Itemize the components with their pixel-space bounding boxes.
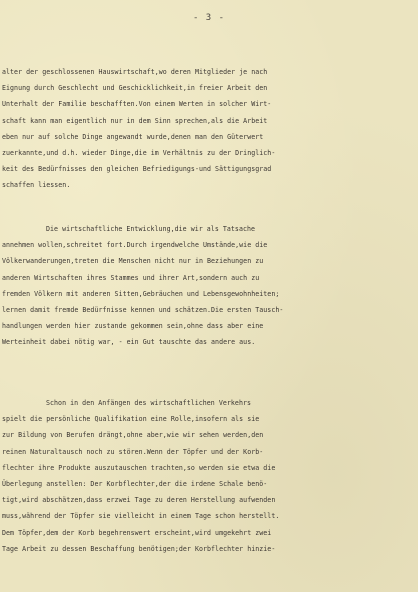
text-line: Die wirtschaftliche Entwicklung,die wir als Tatsache — [46, 225, 256, 233]
text-line: Schon in den Anfängen des wirtschaftlichen Verkehrs — [46, 399, 252, 407]
text-line: Überlegung anstellen: Der Korbflechter,der die irdene Schale benö- — [2, 479, 268, 488]
text-line: Werteinheit dabei nötig war, - ein Gut tauschte das andere aus. — [2, 338, 256, 347]
text-line: flechter ihre Produkte auszutauschen trachten,so werden sie etwa die — [2, 463, 276, 472]
text-line: Eignung durch Geschlecht und Geschicklichkeit,in freier Arbeit den — [2, 84, 268, 93]
text-line: tigt,wird abschätzen,dass erzwei Tage zu deren Herstellung aufwenden — [2, 496, 276, 505]
text-line: annehmen wollen,schreitet fort.Durch irgendwelche Umstände,wie die — [2, 241, 268, 250]
text-line: zur Bildung von Berufen drängt,ohne aber,wie wir sehen werden,den — [2, 431, 264, 440]
page-number: - 3 - — [192, 13, 226, 23]
text-line: anderen Wirtschaften ihres Stammes und ihrer Art,sondern auch zu — [2, 273, 260, 282]
text-line: muss,während der Töpfer sie vielleicht in einem Tage schon herstellt. — [2, 512, 280, 521]
paragraph-2 — [0, 221, 418, 351]
text-line: eben nur auf solche Dinge angewandt wurde,denen man den Güterwert — [2, 132, 264, 141]
paragraph-1 — [0, 64, 418, 194]
text-line: Dem Töpfer,dem der Korb begehrenswert erscheint,wird umgekehrt zwei — [2, 528, 272, 537]
text-line: schaft kann man eigentlich nur in dem Sinn sprechen,als die Arbeit — [2, 116, 268, 125]
text-line: lernen damit fremde Bedürfnisse kennen und schätzen.Die ersten Tausch- — [2, 305, 284, 314]
text-line: alter der geschlossenen Hauswirtschaft,wo deren Mitglieder je nach — [2, 68, 268, 76]
text-line: Völkerwanderungen,treten die Menschen nicht nur in Beziehungen zu — [2, 257, 264, 266]
text-line: schaffen liessen. — [2, 181, 71, 190]
text-line: Unterhalt der Familie beschafften.Von einem Werten in solcher Wirt- — [2, 100, 272, 109]
text-line: fremden Völkern mit anderen Sitten,Gebräuchen und Lebensgewohnheiten; — [2, 289, 280, 298]
text-line: Tage Arbeit zu dessen Beschaffung benötigen;der Korbflechter hinzie- — [2, 544, 276, 553]
text-line: keit des Bedürfnisses den gleichen Befriedigungs-und Sättigungsgrad — [2, 165, 272, 174]
text-line: zuerkannte,und d.h. wieder Dinge,die im Verhältnis zu der Dringlich- — [2, 148, 276, 157]
text-line: reinen Naturaltausch noch zu stören.Wenn der Töpfer und der Korb- — [2, 447, 264, 456]
text-line: spielt die persönliche Qualifikation eine Rolle,insofern als sie — [2, 415, 260, 424]
text-line: handlungen werden hier zustande gekommen sein,ohne dass aber eine — [2, 322, 264, 331]
paragraph-3 — [0, 395, 418, 557]
